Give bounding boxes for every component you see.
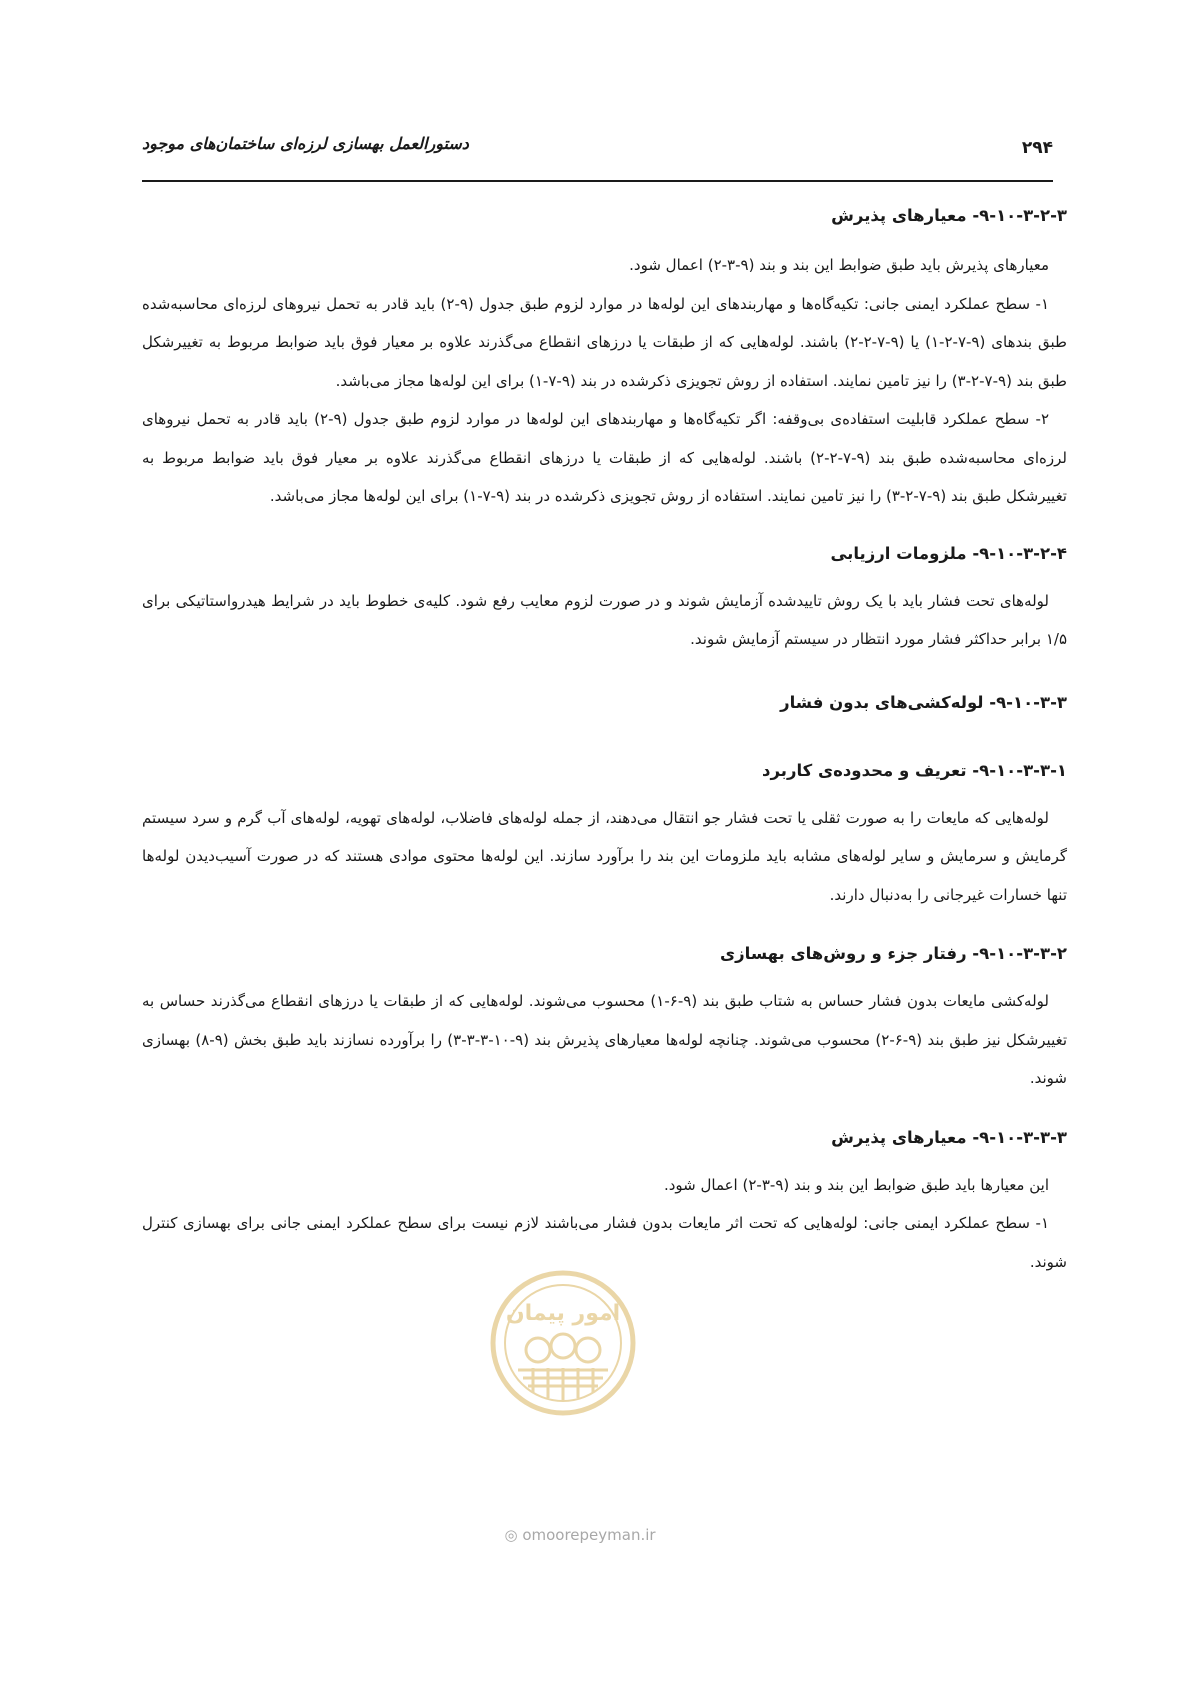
watermark-logo xyxy=(488,1268,638,1418)
watermark-site xyxy=(480,1526,680,1544)
section-heading: ۹-۱۰-۳-۳-۳- معیارهای پذیرش xyxy=(831,1127,1067,1147)
paragraph: لوله‌های تحت فشار باید با یک روش تاییدشده آزمایش شوند و در صورت لزوم معایب رفع شود. کلیه‌ی خطوط باید در شرایط هیدرواستاتیکی برای ۱/۵ برابر حداکثر فشار مورد انتظار در سیستم آزمایش شوند. xyxy=(142,591,1067,648)
page-header xyxy=(142,126,1053,162)
paragraph: ۱- سطح عملکرد ایمنی جانی: لوله‌هایی که تحت اثر مایعات بدون فشار می‌باشند لازم نیست برای سطح عملکرد ایمنی جانی برای بهسازی کنترل شوند. xyxy=(142,1214,1067,1271)
paragraph: ۱- سطح عملکرد ایمنی جانی: تکیه‌گاه‌ها و مهاربندهای این لوله‌ها در موارد لزوم طبق جدول (۹-۲) باید قادر به تحمل نیروهای لرزه‌ای محاسبه‌شده طبق بندهای (۹-۷-۲-۱) یا (۹-۷-۲-۲) باشند. لوله‌هایی که از طبقات یا درزهای انقطاع می‌گذرند علاوه بر معیار فوق باید ضوابط مربوط به تغییرشکل طبق بند (۹-۷-۲-۳) را نیز تامین نمایند. استفاده از روش تجویزی ذکرشده در بند (۹-۷-۱) برای این لوله‌ها مجاز می‌باشد. xyxy=(142,294,1067,390)
paragraph: این معیارها باید طبق ضوابط این بند و بند (۹-۳-۲) اعمال شود. xyxy=(663,1175,1049,1194)
watermark-logo-text: امور پیمان xyxy=(505,1301,621,1326)
page-number: ۲۹۴ xyxy=(1021,138,1053,158)
paragraph: ۲- سطح عملکرد قابلیت استفاده‌ی بی‌وقفه: اگر تکیه‌گاه‌ها و مهاربندهای این لوله‌ها در موارد لزوم طبق جدول (۹-۲) باید قادر به تحمل نیروهای لرزه‌ای محاسبه‌شده طبق بند (۹-۷-۲-۲) باشند. لوله‌هایی که از طبقات یا درزهای انقطاع می‌گذرند علاوه بر معیار فوق باید ضوابط مربوط به تغییرشکل طبق بند (۹-۷-۲-۳) را نیز تامین نمایند. استفاده از روش تجویزی ذکرشده در بند (۹-۷-۱) برای این لوله‌ها مجاز می‌باشد. xyxy=(142,410,1067,505)
globe-icon: ◎ xyxy=(504,1526,518,1544)
book-title: دستورالعمل بهسازی لرزه‌ای ساختمان‌های موجود xyxy=(142,134,469,153)
section-heading: ۹-۱۰-۳-۳-۱- تعریف و محدوده‌ی کاربرد xyxy=(762,760,1067,780)
header-divider xyxy=(142,180,1053,182)
section-heading: ۹-۱۰-۳-۲-۴- ملزومات ارزیابی xyxy=(830,543,1067,563)
main-content xyxy=(142,198,1067,1281)
paragraph: لوله‌هایی که مایعات را به صورت ثقلی یا تحت فشار جو انتقال می‌دهند، از جمله لوله‌های فاضلاب، لوله‌های تهویه، لوله‌های آب گرم و سرد سیستم گرمایش و سرمایش و سایر لوله‌های مشابه باید ملزومات این بند را برآورد سازند. این لوله‌ها محتوی موادی هستند که در صورت آسیب‌دیدن لوله‌ها تنها خسارات غیرجانی را به‌دنبال دارند. xyxy=(142,808,1067,904)
paragraph: معیارهای پذیرش باید طبق ضوابط این بند و بند (۹-۳-۲) اعمال شود. xyxy=(629,256,1049,274)
section-heading: ۹-۱۰-۳-۳- لوله‌کشی‌های بدون فشار xyxy=(780,692,1067,712)
paragraph: لوله‌کشی مایعات بدون فشار حساس به شتاب طبق بند (۹-۶-۱) محسوب می‌شوند. لوله‌هایی که از طبقات یا درزهای انقطاع می‌گذرند حساس به تغییرشکل نیز طبق بند (۹-۶-۲) محسوب می‌شوند. چنانچه لوله‌ها معیارهای پذیرش بند (۹-۱۰-۳-۳-۳) را برآورده نسازند باید طبق بخش (۹-۸) بهسازی شوند. xyxy=(142,992,1068,1087)
watermark-site-text: omoorepeyman.ir xyxy=(522,1526,656,1544)
section-heading: ۹-۱۰-۳-۲-۳- معیارهای پذیرش xyxy=(831,206,1067,225)
section-heading: ۹-۱۰-۳-۳-۲- رفتار جزء و روش‌های بهسازی xyxy=(720,944,1067,963)
